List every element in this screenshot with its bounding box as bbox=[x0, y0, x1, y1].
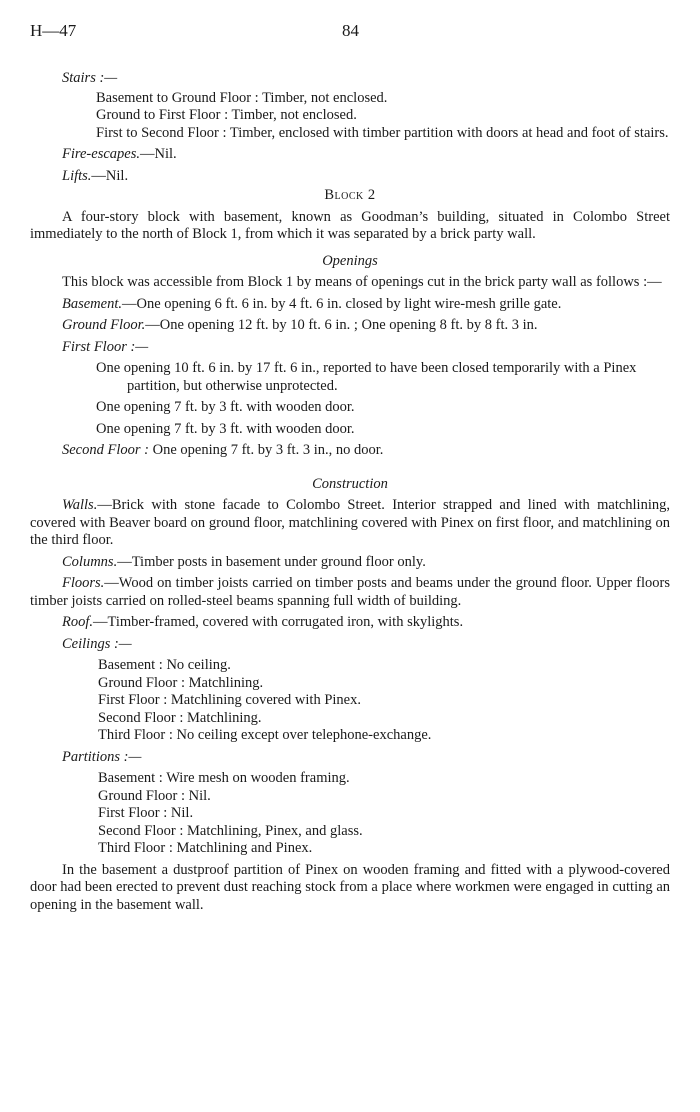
stairs-item: Ground to First Floor : Timber, not enclosed. bbox=[96, 107, 357, 123]
stairs-label: Stairs :— bbox=[62, 70, 118, 86]
lifts-label: Lifts. bbox=[62, 167, 92, 184]
partitions-item: Second Floor : Matchlining, Pinex, and glass. bbox=[98, 822, 363, 839]
first-floor-item: One opening 7 ft. by 3 ft. with wooden door. bbox=[96, 399, 355, 415]
second-floor-text: One opening 7 ft. by 3 ft. 3 in., no door. bbox=[148, 442, 384, 458]
fire-escapes-text: —Nil. bbox=[139, 146, 177, 162]
partitions-label: Partitions :— bbox=[62, 748, 142, 765]
basement-label: Basement. bbox=[62, 295, 122, 312]
floors-text: —Wood on timber joists carried on timber posts and beams under the ground floor. Upper floors timber joists carried on rolled-steel beams spanning full width of building. bbox=[30, 575, 670, 609]
ground-floor-label: Ground Floor. bbox=[62, 317, 146, 333]
page-body bbox=[30, 70, 670, 914]
openings-heading: Openings bbox=[322, 252, 378, 269]
walls-label: Walls. bbox=[62, 497, 98, 513]
first-floor-item: One opening 10 ft. 6 in. by 17 ft. 6 in., reported to have been closed temporarily with a Pinex partition, but otherwise unprotected. bbox=[96, 360, 637, 394]
construction-heading: Construction bbox=[312, 475, 388, 492]
fire-escapes-line bbox=[30, 146, 670, 164]
ceilings-item: Third Floor : No ceiling except over telephone-exchange. bbox=[98, 727, 432, 743]
columns-label: Columns. bbox=[62, 553, 118, 570]
first-floor-item: One opening 7 ft. by 3 ft. with wooden door. bbox=[96, 420, 355, 437]
roof-line bbox=[30, 614, 670, 632]
page-number: 84 bbox=[342, 21, 359, 40]
openings-ground-floor bbox=[30, 317, 670, 335]
openings-basement bbox=[30, 296, 670, 314]
roof-text: —Timber-framed, covered with corrugated iron, with skylights. bbox=[93, 614, 464, 630]
partitions-item: Basement : Wire mesh on wooden framing. bbox=[98, 770, 350, 786]
first-floor-label: First Floor :— bbox=[62, 338, 149, 355]
walls-paragraph bbox=[30, 497, 670, 550]
stairs-item: First to Second Floor : Timber, enclosed with timber partition with doors at head and foot of stairs. bbox=[96, 124, 669, 141]
partitions-item: Ground Floor : Nil. bbox=[98, 787, 211, 804]
floors-label: Floors. bbox=[62, 575, 105, 591]
lifts-text: —Nil. bbox=[91, 167, 129, 184]
ceilings-item: First Floor : Matchlining covered with Pinex. bbox=[98, 692, 361, 708]
ceilings-item: Second Floor : Matchlining. bbox=[98, 709, 262, 726]
columns-text: —Timber posts in basement under ground floor only. bbox=[117, 553, 426, 570]
fire-escapes-label: Fire-escapes. bbox=[62, 146, 140, 162]
page-header bbox=[30, 22, 670, 44]
document-reference: H—47 bbox=[30, 21, 77, 40]
openings-second-floor bbox=[30, 442, 670, 460]
lifts-line bbox=[30, 168, 670, 186]
block2-heading: Block 2 bbox=[324, 187, 376, 203]
partitions-item: First Floor : Nil. bbox=[98, 805, 194, 821]
ceilings-item: Ground Floor : Matchlining. bbox=[98, 674, 264, 691]
openings-intro: This block was accessible from Block 1 by means of openings cut in the brick party wall as follows :— bbox=[62, 274, 662, 290]
roof-label: Roof. bbox=[62, 614, 94, 630]
floors-paragraph bbox=[30, 575, 670, 610]
basement-text: —One opening 6 ft. 6 in. by 4 ft. 6 in. closed by light wire-mesh grille gate. bbox=[122, 295, 562, 312]
stairs-item: Basement to Ground Floor : Timber, not enclosed. bbox=[96, 89, 388, 106]
ceilings-label: Ceilings :— bbox=[62, 635, 132, 652]
ceilings-item: Basement : No ceiling. bbox=[98, 657, 231, 673]
block2-intro: A four-story block with basement, known as Goodman’s building, situated in Colombo Street immediately to the north of Block 1, from which it was separated by a brick party wall. bbox=[30, 208, 670, 242]
walls-text: —Brick with stone facade to Colombo Street. Interior strapped and lined with matchlining, covered with Beaver board on ground floor, matchlining covered with Pinex on first floor, and matchlining on the third floor. bbox=[30, 497, 670, 548]
closing-paragraph: In the basement a dustproof partition of Pinex on wooden framing and fitted with a plywood-covered door had been erected to prevent dust reaching stock from a place where workmen were engaged in cutting an opening in the basement wall. bbox=[30, 861, 670, 913]
columns-line bbox=[30, 554, 670, 572]
partitions-item: Third Floor : Matchlining and Pinex. bbox=[98, 840, 313, 856]
second-floor-label: Second Floor : bbox=[62, 442, 149, 458]
ground-floor-text: —One opening 12 ft. by 10 ft. 6 in. ; One opening 8 ft. by 8 ft. 3 in. bbox=[145, 317, 538, 333]
